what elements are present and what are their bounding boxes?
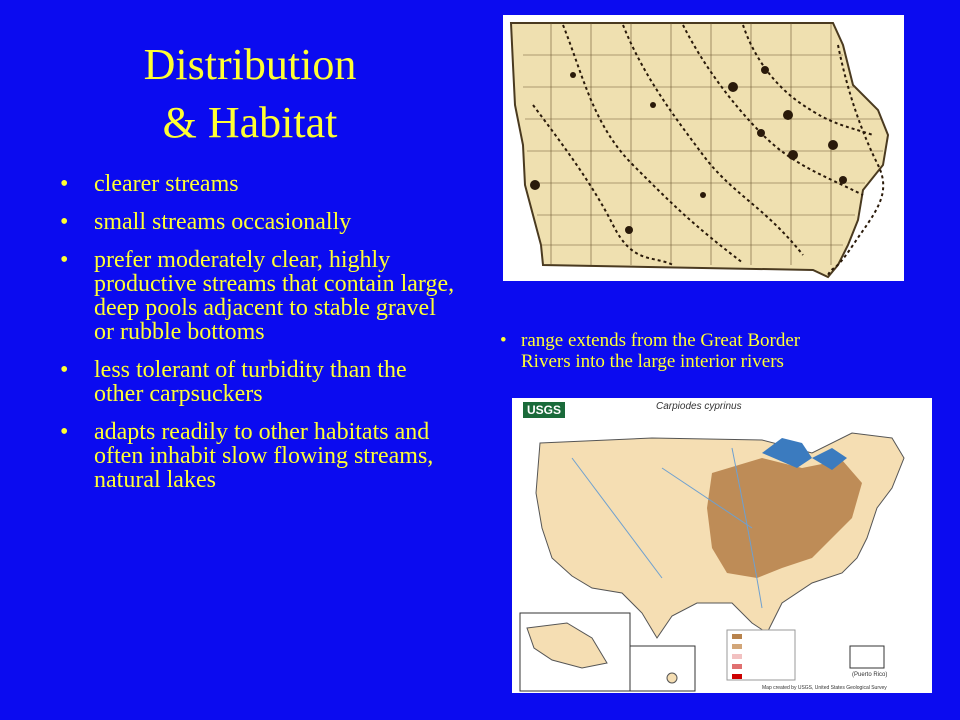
bullet-item: • adapts readily to other habitats and often inhabit slow flowing streams, natural lakes: [58, 420, 458, 492]
range-bullet-list: [500, 330, 840, 372]
species-label: Carpiodes cyprinus: [656, 401, 742, 412]
bullet-item: • clearer streams: [58, 172, 458, 196]
map-credit: Map created by USGS, United States Geological Survey: [762, 685, 887, 691]
slide-title: [60, 36, 440, 152]
bullet-item: • prefer moderately clear, highly productive streams that contain large, deep pools adjacent to stable gravel or rubble bottoms: [58, 248, 458, 344]
bullet-item: • small streams occasionally: [58, 210, 458, 234]
bullet-item: • less tolerant of turbidity than the other carpsuckers: [58, 358, 458, 406]
title-line-1: Distribution: [143, 40, 357, 89]
title-line-2: & Habitat: [162, 98, 338, 147]
iowa-distribution-map: [503, 15, 904, 281]
habitat-bullet-list: [58, 172, 458, 506]
bullet-item: • range extends from the Great Border Rivers into the large interior rivers: [500, 330, 840, 372]
us-range-map: [512, 398, 932, 693]
usgs-logo: USGS: [523, 402, 565, 418]
inset-label: (Puerto Rico): [852, 672, 888, 678]
